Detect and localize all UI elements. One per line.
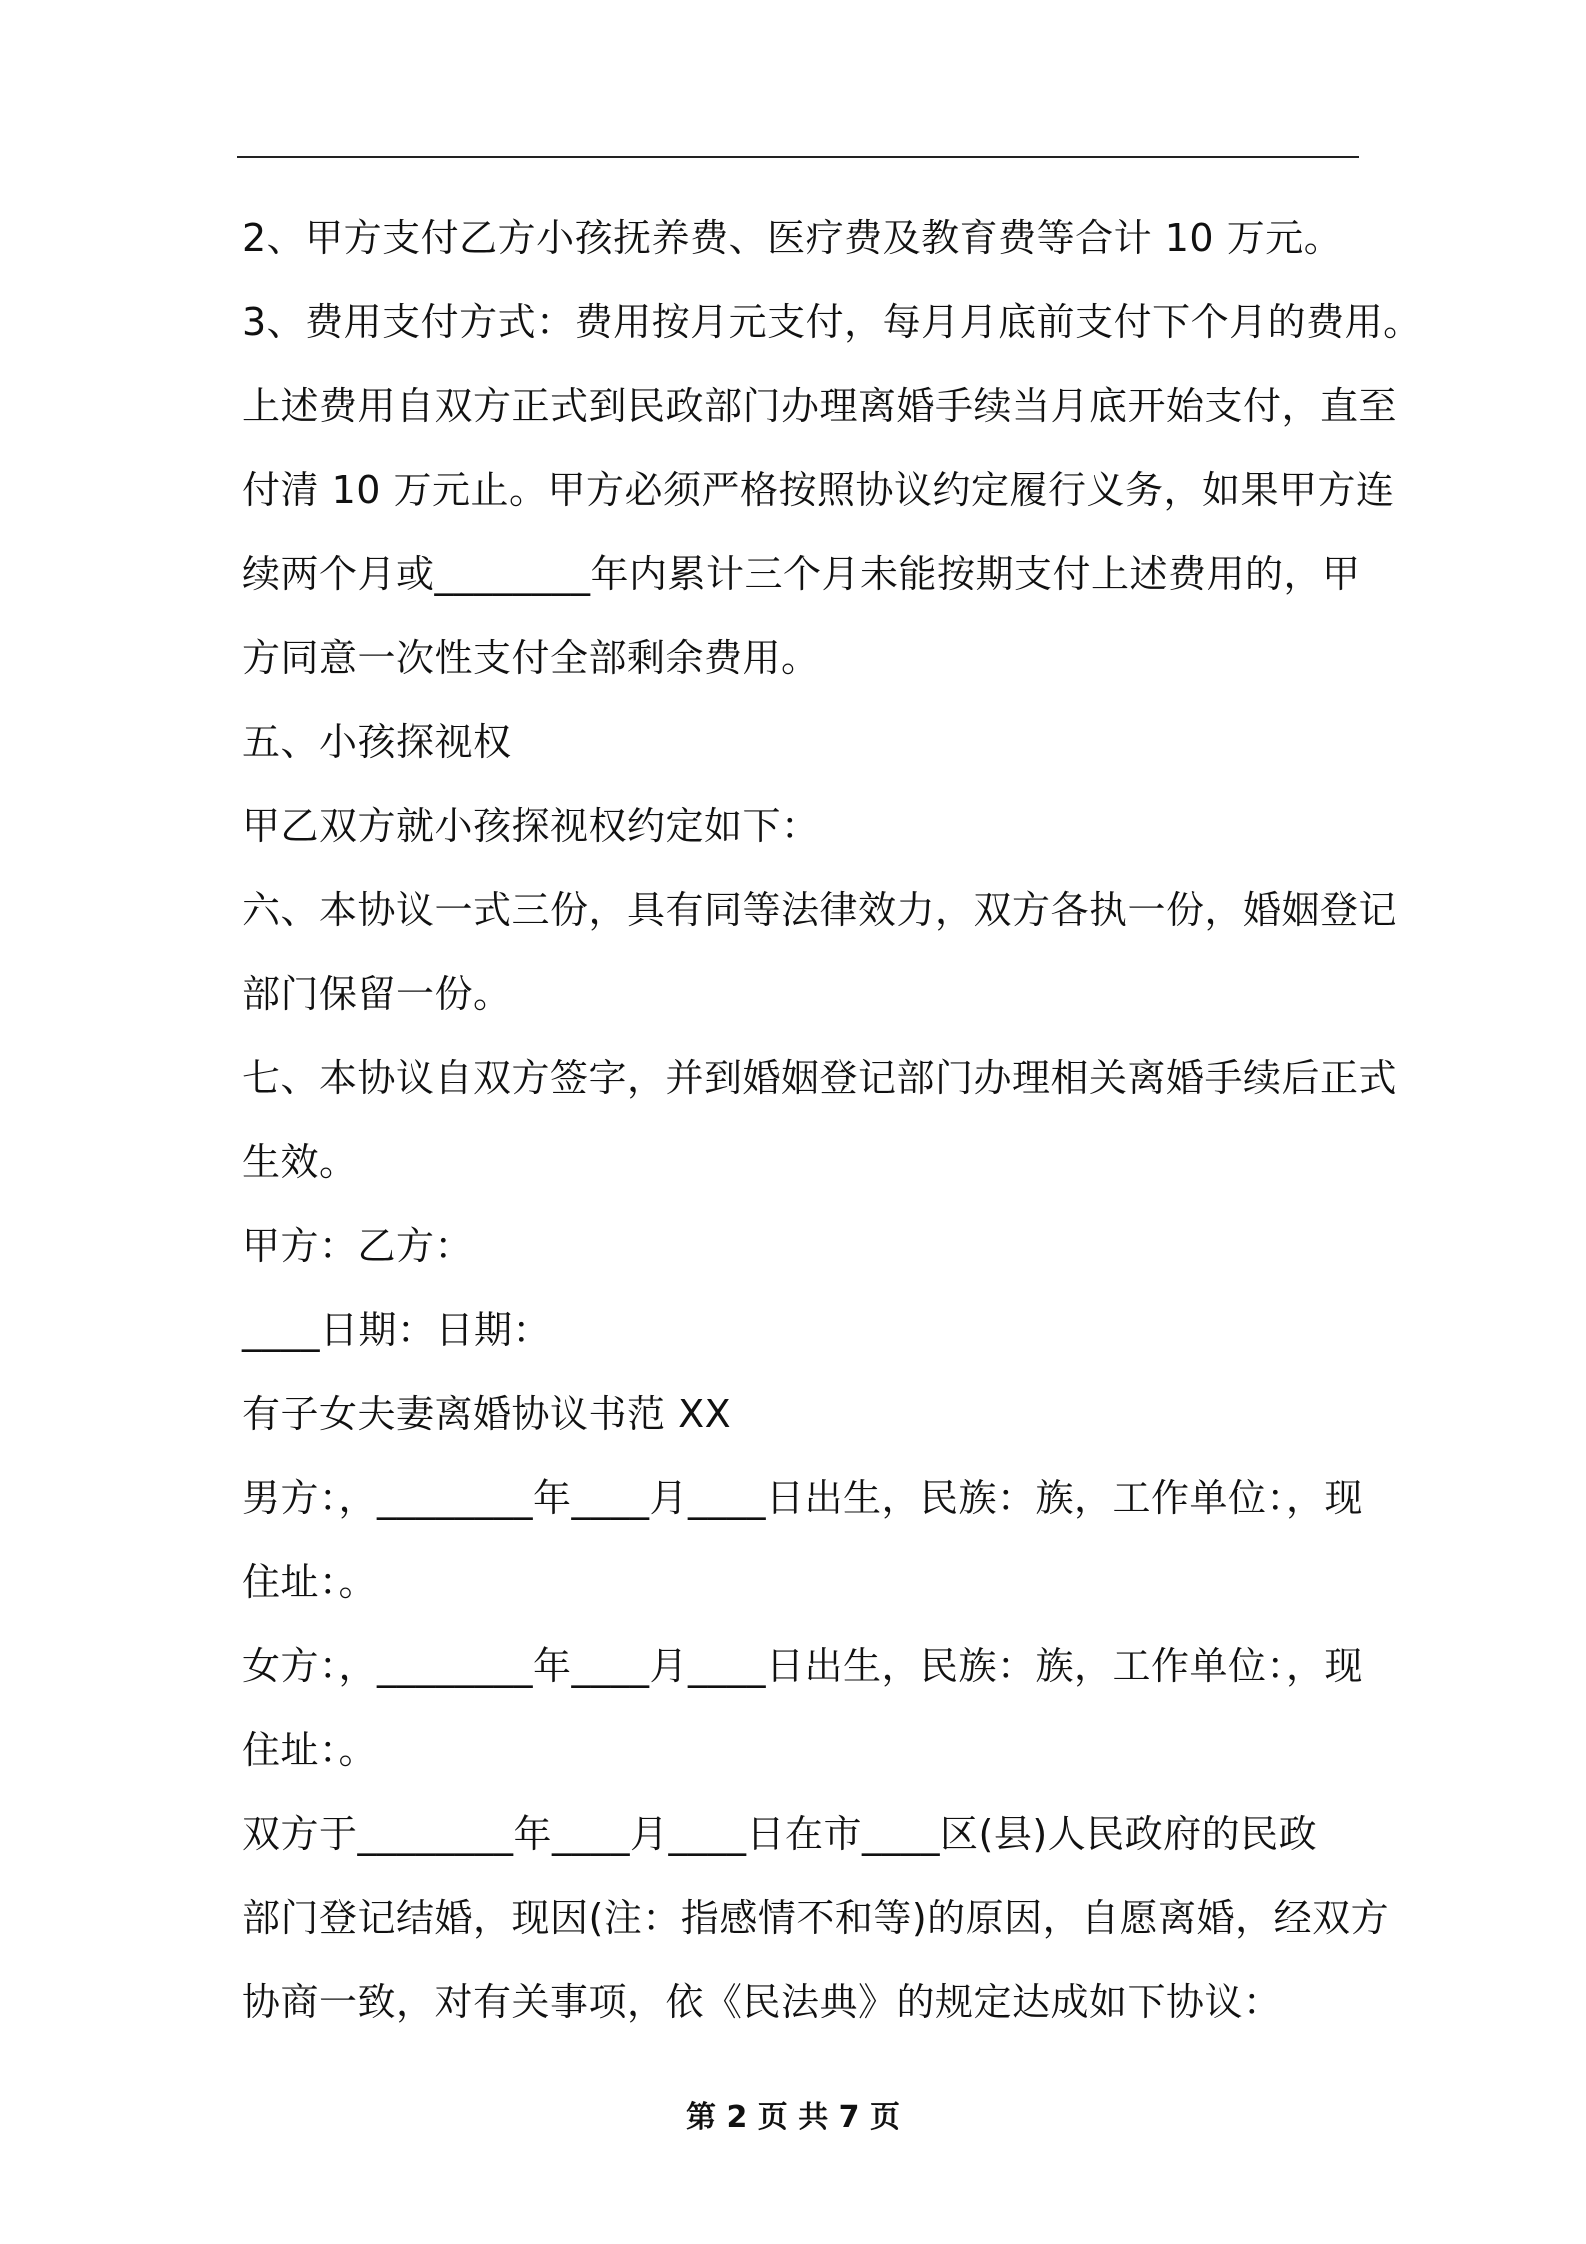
- page-number: 第 2 页 共 7 页: [686, 2100, 900, 2135]
- text-line: 付清 10 万元止。甲方必须严格按照协议约定履行义务，如果甲方连: [242, 468, 1395, 512]
- text-line: 续两个月或________年内累计三个月未能按期支付上述费用的，甲: [242, 552, 1361, 596]
- text-line: 六、本协议一式三份，具有同等法律效力，双方各执一份，婚姻登记: [242, 888, 1398, 932]
- text-line: 上述费用自双方正式到民政部门办理离婚手续当月底开始支付，直至: [242, 384, 1398, 428]
- text-line: 甲乙双方就小孩探视权约定如下：: [242, 804, 820, 848]
- text-line: 方同意一次性支付全部剩余费用。: [242, 636, 820, 680]
- header-rule: [237, 156, 1359, 158]
- text-line: 住址：。: [242, 1560, 378, 1604]
- text-line: 男方：，________年____月____日出生，民族：族，工作单位：，现: [242, 1476, 1364, 1520]
- text-line: 生效。: [242, 1140, 358, 1184]
- text-line: 部门登记结婚，现因(注：指感情不和等)的原因，自愿离婚，经双方: [242, 1896, 1390, 1940]
- text-line: 七、本协议自双方签字，并到婚姻登记部门办理相关离婚手续后正式: [242, 1056, 1398, 1100]
- text-line: 部门保留一份。: [242, 972, 512, 1016]
- section-heading: 五、小孩探视权: [242, 720, 512, 764]
- text-line: 住址：。: [242, 1728, 378, 1772]
- document-body: [242, 196, 1422, 2044]
- signature-line: 甲方：乙方：: [242, 1224, 474, 1268]
- text-line: 双方于________年____月____日在市____区(县)人民政府的民政: [242, 1812, 1318, 1856]
- text-line: 女方：，________年____月____日出生，民族：族，工作单位：，现: [242, 1644, 1364, 1688]
- text-line: 2、甲方支付乙方小孩抚养费、医疗费及教育费等合计 10 万元。: [242, 216, 1343, 260]
- text-line: 协商一致，对有关事项，依《民法典》的规定达成如下协议：: [242, 1980, 1282, 2024]
- text-line: 3、费用支付方式：费用按月元支付，每月月底前支付下个月的费用。: [242, 300, 1422, 344]
- document-title: 有子女夫妻离婚协议书范 XX: [242, 1392, 732, 1436]
- date-line: ____日期：日期：: [242, 1308, 552, 1352]
